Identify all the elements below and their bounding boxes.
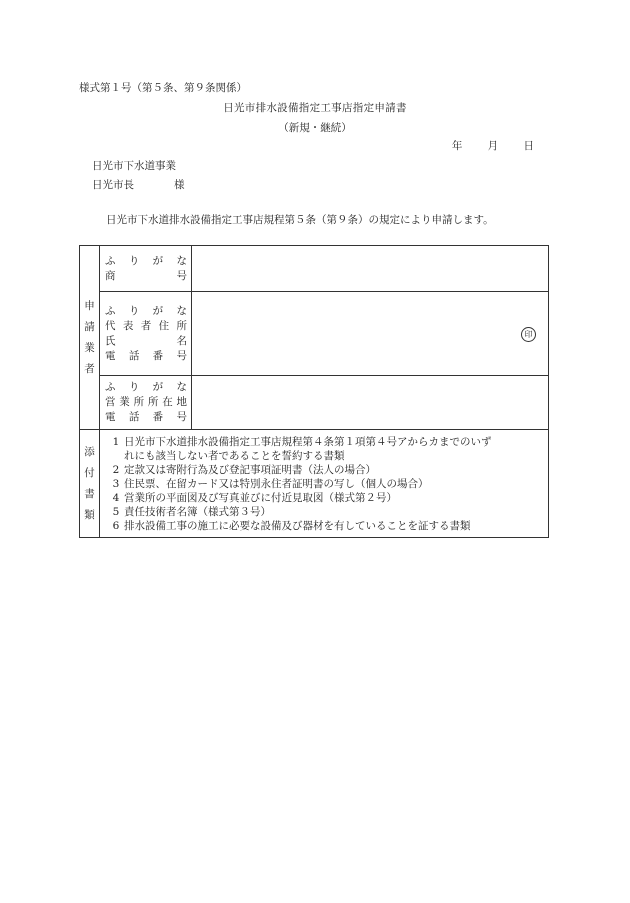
table-row <box>80 292 549 376</box>
attachments-section-label <box>80 430 100 538</box>
addressee-mayor: 日光市長 <box>92 179 134 191</box>
list-item: 5 責任技術者名簿（様式第３号） <box>112 506 271 518</box>
addressee-honorific: 様 <box>174 179 185 191</box>
office-labels: ふ り が な 営 業 所 所 在 地 電 話 番 号 <box>100 376 192 430</box>
table-row <box>80 246 549 292</box>
day-label: 日 <box>523 140 534 152</box>
month-label: 月 <box>487 140 499 152</box>
application-table <box>79 245 549 538</box>
applicant-section-label <box>80 246 100 430</box>
addressee-line-1: 日光市下水道事業 <box>92 160 176 172</box>
attachments-list <box>100 430 549 538</box>
addressee-line-2 <box>92 177 185 192</box>
seal-mark: 印 <box>521 327 536 342</box>
label-char: 申 <box>84 299 95 312</box>
document-title: 日光市排水設備指定工事店指定申請書 <box>223 102 407 114</box>
list-item: 6 排水設備工事の施工に必要な設備及び器材を有していることを証する書類 <box>112 520 471 532</box>
list-item: 1 日光市下水道排水設備指定工事店規程第４条第１項第４号アからカまでのいず れにも該当しない者であることを誓約する書類 <box>112 436 492 462</box>
list-item: 4 営業所の平面図及び写真並びに付近見取図（様式第２号） <box>112 492 397 504</box>
list-item: 3 住民票、在留カード又は特別永住者証明書の写し（個人の場合） <box>112 478 429 490</box>
representative-labels: ふ り が な 代 表 者 住 所 氏 名 電 話 番 号 <box>100 292 192 376</box>
office-field[interactable] <box>192 376 549 430</box>
application-statement: 日光市下水道排水設備指定工事店規程第５条（第９条）の規定により申請します。 <box>106 214 494 226</box>
label-char: 書 <box>84 487 95 500</box>
list-item: 2 定款又は寄附行為及び登記事項証明書（法人の場合） <box>112 464 376 476</box>
date-line <box>430 138 534 153</box>
form-number: 様式第１号（第５条、第９条関係） <box>79 82 247 94</box>
label-char: 類 <box>84 508 95 521</box>
business-name-field[interactable] <box>192 246 549 292</box>
label-char: 添 <box>84 445 95 458</box>
document-subtitle: （新規・継続） <box>278 122 352 134</box>
label-char: 付 <box>84 466 95 479</box>
year-label: 年 <box>451 140 463 152</box>
label-char: 請 <box>84 320 95 333</box>
representative-field[interactable] <box>192 292 549 376</box>
business-name-labels: ふ り が な 商 号 <box>100 246 192 292</box>
label-char: 者 <box>84 362 95 375</box>
table-row <box>80 430 549 538</box>
table-row <box>80 376 549 430</box>
label-char: 業 <box>84 341 95 354</box>
